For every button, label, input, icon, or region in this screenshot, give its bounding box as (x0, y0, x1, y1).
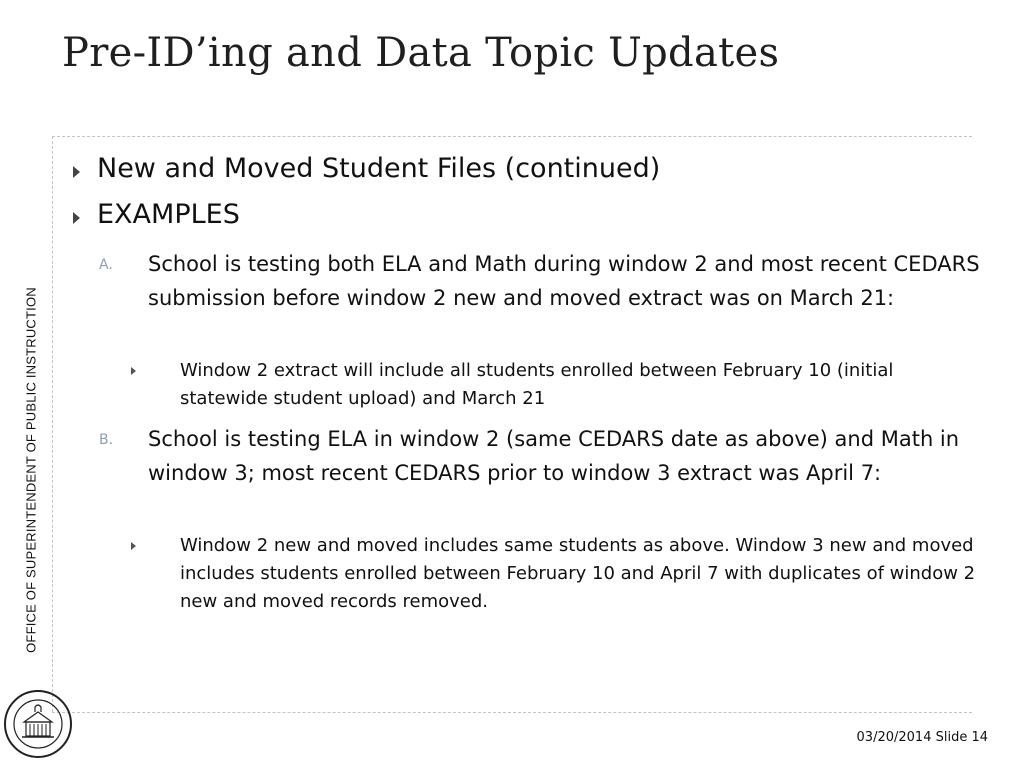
bullet-new-and-moved: New and Moved Student Files (continued) (97, 153, 661, 184)
bullet-arrow-icon (73, 166, 80, 178)
bullet-arrow-icon (73, 212, 80, 224)
sub-arrow-icon (131, 542, 136, 550)
item-a-text: School is testing both ELA and Math during window 2 and most recent CEDARS submission before window 2 new and moved extract was on March 21: (148, 252, 980, 310)
bullet-examples: EXAMPLES (97, 199, 240, 230)
item-b-subtext: Window 2 new and moved includes same students as above. Window 3 new and moved includes students enrolled between February 10 and April 7 with duplicates of window 2 new and moved records removed. (180, 535, 976, 612)
slide-title: Pre-ID’ing and Data Topic Updates (62, 30, 780, 76)
title-divider (52, 136, 972, 137)
sidebar-divider (52, 136, 53, 712)
sidebar-label: OFFICE OF SUPERINTENDENT OF PUBLIC INSTRUCTION (23, 287, 39, 653)
footer-divider (52, 712, 972, 713)
item-b-marker: B. (99, 432, 114, 448)
item-a-marker: A. (99, 257, 113, 273)
item-b-text: School is testing ELA in window 2 (same CEDARS date as above) and Math in window 3; most recent CEDARS prior to window 3 extract was April 7: (148, 427, 960, 485)
slide-footer: 03/20/2014 Slide 14 (856, 730, 988, 745)
item-a-subtext: Window 2 extract will include all students enrolled between February 10 (initial statewide student upload) and March 21 (180, 360, 894, 409)
sub-arrow-icon (131, 367, 136, 375)
seal-icon (2, 688, 74, 760)
